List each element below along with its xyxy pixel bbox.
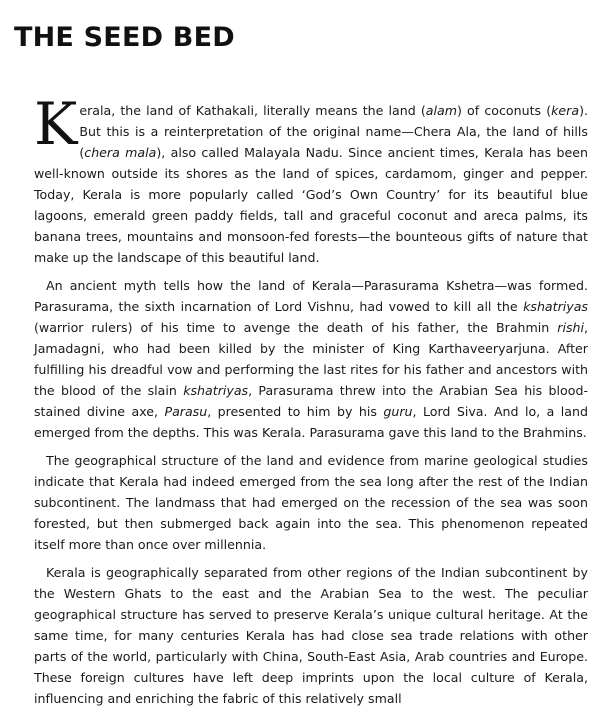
italic-term-chera-mala: chera mala (84, 145, 157, 160)
paragraph-1-text-c: ). But this is a reinterpretation of the original name—Chera Ala, the land of hills ( (79, 103, 588, 160)
italic-term-rishi: rishi (557, 320, 584, 335)
paragraph-4: Kerala is geographically separated from other regions of the Indian subcontinent by the Western Ghats to the east and the Arabian Sea to the west. The peculiar geographical structure has served to preserve Kerala’s unique cultural heritage. At the same time, for many centuries Kerala has had close sea trade relations with other parts of the world, particularly with China, South-East Asia, Arab countries and Europe. These foreign cultures have left deep imprints upon the local culture of Kerala, influencing and enriching the fabric of this relatively small (34, 565, 588, 706)
italic-term-parasu: Parasu (164, 404, 208, 419)
paragraph-2-text-a: An ancient myth tells how the land of Kerala—Parasurama Kshetra—was formed. Parasurama, the sixth incarnation of Lord Vishnu, had vowed to kill all the (34, 278, 588, 314)
paragraph-2-text-c: , Jamadagni, who had been killed by the minister of King Karthaveeryarjuna. After fulfilling his dreadful vow and performing the last rites for his father and ancestors with the blood of the slain (34, 320, 588, 398)
paragraph-2-text-b: (warrior rulers) of his time to avenge the death of his father, the Brahmin (34, 320, 558, 335)
italic-term-guru: guru (383, 404, 413, 419)
paragraph-2-text-f: , Lord Siva. And lo, a land emerged from the depths. This was Kerala. Parasurama gave this land to the Brahmins. (34, 404, 588, 440)
paragraph-1-text-a: erala, the land of Kathakali, literally means the land ( (79, 103, 426, 118)
body-text (34, 90, 588, 716)
italic-term-kshatriyas-2: kshatriyas (183, 383, 249, 398)
chapter-title: THE SEED BED (14, 22, 235, 53)
paragraph-2 (34, 275, 588, 443)
paragraph-3: The geographical structure of the land and evidence from marine geological studies indicate that Kerala had indeed emerged from the sea long after the rest of the Indian subcontinent. The landmass that had emerged on the recession of the sea was soon forested, but then submerged back again into the sea. This phenomenon repeated itself more than once over millennia. (34, 453, 588, 552)
italic-term-kera: kera (551, 103, 580, 118)
paragraph-1 (34, 90, 588, 268)
paragraph-1-text-d: ), also called Malayala Nadu. Since ancient times, Kerala has been well-known outside its shores as the land of spices, cardamom, ginger and pepper. Today, Kerala is more popularly called ‘God’s Own Country’ for its beautiful blue lagoons, emerald green paddy fields, tall and graceful coconut and areca palms, its banana trees, mountains and monsoon-fed forests—the bounteous gifts of nature that make up the landscape of this beautiful land. (34, 145, 588, 265)
italic-term-alam: alam (425, 103, 457, 118)
paragraph-2-text-d: , Parasurama threw into the Arabian Sea his blood-stained divine axe, (34, 383, 588, 419)
italic-term-kshatriyas: kshatriyas (523, 299, 588, 314)
paragraph-1-text-b: ) of coconuts ( (457, 103, 552, 118)
paragraph-2-text-e: , presented to him by his (207, 404, 384, 419)
drop-cap: K (34, 90, 78, 158)
